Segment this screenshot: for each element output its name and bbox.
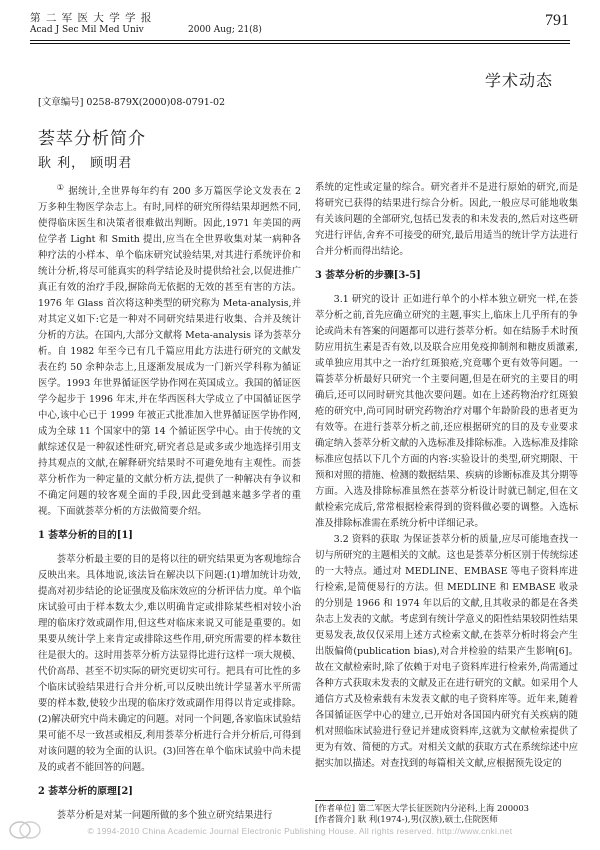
article-number: [文章编号] 0258-879X(2000)08-0791-02 <box>38 97 226 108</box>
footnote-bio-text: 耿 利(1974-),男(汉族),硕士,住院医师 <box>357 814 498 824</box>
article-title: 荟萃分析简介 <box>38 129 146 149</box>
copyright-watermark: © 1994-2010 China Academic Journal Electronic Publishing House. All rights reserved. http://www.cnki.net <box>87 826 513 836</box>
heading-steps: 3 荟萃分析的步骤[3-5] <box>315 270 421 281</box>
footnote-rule <box>315 800 375 801</box>
purpose-paragraph: 荟萃分析最主要的目的是将以往的研究结果更为客观地综合反映出来。具体地说,该法旨在解决以下问题:(1)增加统计功效,提高对初步结论的论证强度及临床效应的分析评估力度。单个临床试验可由于样本数太少,难以明确肯定或排除某些相对较小治理的临床疗效或副作用,但这些对临床来说又可能是重要的。如果要从统计学上来肯定或排除这些作用,研究所需要的样本数往往是很大的。这时用荟萃分析方法显得比进行这样一项大规模、代价高昂、甚至不切实际的研究更切实可行。把具有可比性的多个临床试验结果进行合并分析,可以反映出统计学显著水平所需要的样本数,使较少出现的临床疗效或副作用得以肯定或排除。(2)解决研究中尚未确定的问题。对同一个问题,各家临床试验结果可能不尽一致甚或相反,利用荟萃分析进行合并分析后,可得到对该问题的较为全面的认识。(3)回答在单个临床试验中尚未提及的或者不能回答的问题。 <box>38 554 301 774</box>
footnote-unit <box>315 803 575 814</box>
page-number: 791 <box>545 12 569 29</box>
header-rule <box>30 40 570 41</box>
footnotes <box>315 803 575 825</box>
heading-principle: 2 荟萃分析的原理[2] <box>38 786 133 798</box>
design-paragraph: 3.1 研究的设计 正如进行单个的小样本独立研究一样,在荟萃分析之前,首先应确立研究的主题,事实上,临床上几乎所有的争论或尚未有答案的问题都可以进行荟萃分析。如在结肠手术时预防应用抗生素是否有效,以及联合应用免疫抑制剂和糖皮质激素,或单独应用其中之一治疗红斑狼疮,究竟哪个更有效等问题。一篇荟萃分析最好只研究一个主要问题,但是在研究的主要目的明确后,还可以同时研究其他次要问题。如在上述药物治疗红斑狼疮的研究中,尚可同时研究药物治疗对哪个年龄阶段的患者更为有效等。在进行荟萃分析之前,还应根据研究的目的及专业要求确定纳入荟萃分析文献的入选标准及排除标准。入选标准及排除标准应包括以下几个方面的内容:实验设计的类型,研究期限、干预和对照的措施、检测的数据结果、疾病的诊断标准及其分期等方面。入选及排除标准虽然在荟萃分析设计时就已制定,但在文献检索完成后,常常根据检索得到的资料做必要的调整。入选标准及排除标准需在系统分析中详细记录。 <box>315 294 578 529</box>
intro-paragraph <box>38 180 301 520</box>
footnote-bio-label: [作者简介] <box>315 814 356 824</box>
intro-text: 据统计,全世界每年约有 200 多万篇医学论文发表在 2 万多种生物医学杂志上。有时,同样的研究所得结果却迥然不同,使得临床医生和决策者很难做出判断。因此,1971 年美国的两位学者 Light 和 Smith 提出,应当在全世界收集对某一病种各种疗法的小样本、单个临床研究试验结果,对其进行系统评价和统计分析,将尽可能真实的科学结论及时提供给社会,以促进推广真正有效的治疗手段,摒除尚无依据的无效的甚至有害的方法。1976 年 Glass 首次将这种类型的研究称为 Meta-analysis,并对其定义如下:它是一种对不同研究结果进行收集、合并及统计分析的方法。在国内,大部分文献将 Meta-analysis 译为荟萃分析。自 1982 年至今已有几千篇应用此方法进行研究的文献发表在约 50 余种杂志上,且逐渐发展成为一门新兴学科称为循证医学。1993 年世界循证医学协作网在英国成立。我国的循证医学今起步于 1996 年末,并在华西医科大学成立了中国循证医学中心,该中心已于 1999 年被正式批准加入世界循证医学协作网,成为全球 11 个国家中的第 14 个循证医学中心。由于传统的文献综述仅是一种叙述性研究,研究者总是或多或少地选择引用支持其观点的文献,在解释研究结果时不可避免地有主观性。而荟萃分析作为一种定量的文献分析方法,提供了一种解决有争议和不确定问题的较客观全面的手段,因此受到越来越多学者的重视。下面就荟萃分析的方法做简要介绍。 <box>38 186 302 518</box>
footnote-bio <box>315 814 575 825</box>
header-rule-thin <box>30 43 570 44</box>
heading-purpose: 1 荟萃分析的目的[1] <box>38 530 133 542</box>
left-column <box>38 180 301 824</box>
principle-paragraph: 荟萃分析是对某一问题所做的多个独立研究结果进行 <box>56 810 273 822</box>
footnote-unit-text: 第二军医大学长征医院内分泌科,上海 200003 <box>357 803 530 813</box>
journal-name-cn: 第 二 军 医 大 学 学 报 <box>30 12 153 24</box>
acquisition-paragraph: 3.2 资料的获取 为保证荟萃分析的质量,应尽可能地查找一切与所研究的主题相关的文献。这也是荟萃分析区别于传统综述的一大特点。通过对 MEDLINE、EMBASE 等电子资料库进行检索,是简便易行的方法。但 MEDLINE 和 EMBASE 收录的分别是 1966 和 1974 年以后的文献,且其收录的都是在各类杂志上发表的文献。考虑到有统计学意义的阳性结果较阴性结果更易发表,故仅仅采用上述方式检索文献,在荟萃分析时将会产生出版偏倚(publication bias),对合并检验的结果产生影响[6]。故在文献检索时,除了依赖于对电子资料库进行检索外,尚需通过各种方式获取未发表的文献及正在进行研究的文献。如采用个人通信方式及检索载有未发表文献的电子资料库等。近年来,随着各国循证医学中心的建立,已开始对各国国内研究有关疾病的随机对照临床试验进行登记并建成资料库,这就为文献检索提供了更为有效、简便的方式。对相关文献的获取方式在系统综述中应据实加以描述。对查找到的每篇相关文献,应根据预先设定的 <box>315 534 578 769</box>
journal-name-en: Acad J Sec Mil Med Univ <box>30 25 144 35</box>
footnote-marker: ① <box>56 183 65 192</box>
article-authors: 耿 利， 顾明君 <box>38 156 133 171</box>
right-column <box>315 180 578 772</box>
footnote-unit-label: [作者单位] <box>315 803 356 813</box>
journal-issue: 2000 Aug; 21(8) <box>188 25 262 35</box>
section-label: 学术动态 <box>485 71 554 90</box>
principle-continued: 系统的定性或定量的综合。研究者并不是进行原始的研究,而是将研究已获得的结果进行综合分析。因此,一般应尽可能地收集有关该问题的全部研究,包括已发表的和未发表的,然后对这些研究进行评估,舍弃不可接受的研究,最后用适当的统计学方法进行合并分析而得出结论。 <box>315 182 578 257</box>
